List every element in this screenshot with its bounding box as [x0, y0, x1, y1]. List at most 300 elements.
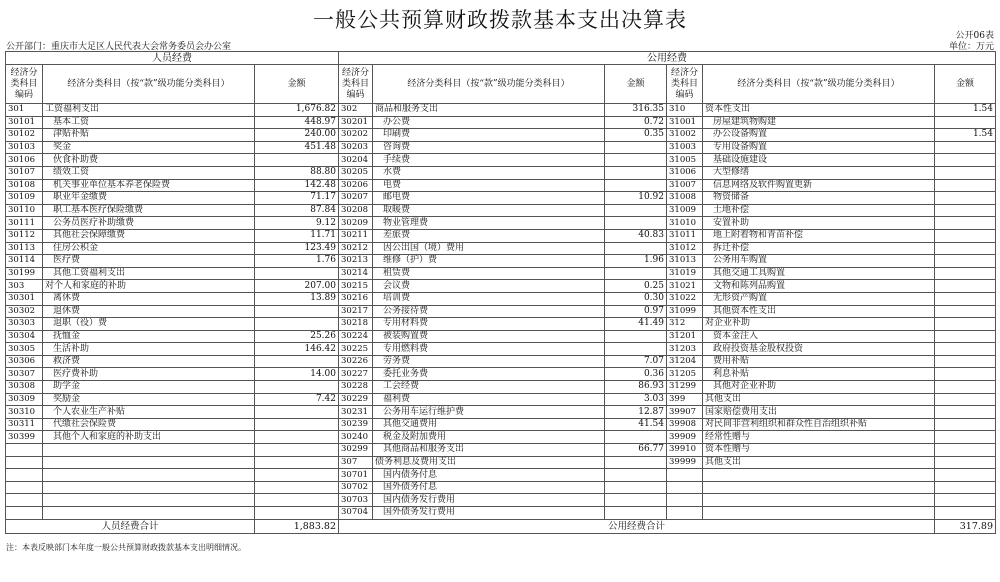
- amount-cell: [935, 444, 996, 457]
- amount-cell: 9.12: [255, 217, 339, 230]
- amount-cell: [255, 469, 339, 482]
- code-cell: 30701: [339, 469, 373, 482]
- amount-cell: [935, 280, 996, 293]
- name-cell: 对民间非营利组织和群众性自治组织补贴: [703, 418, 935, 431]
- table-row: [6, 255, 996, 268]
- name-cell: 资本性赠与: [703, 444, 935, 457]
- code-cell: 30240: [339, 431, 373, 444]
- name-cell: 其他交通工具购置: [703, 267, 935, 280]
- code-cell: 31022: [667, 292, 703, 305]
- name-cell: 电费: [373, 179, 605, 192]
- amount-cell: [935, 192, 996, 205]
- name-cell: 基础设施建设: [703, 154, 935, 167]
- name-cell: 咨询费: [373, 141, 605, 154]
- amount-cell: 13.89: [255, 292, 339, 305]
- amount-cell: 0.35: [605, 129, 667, 142]
- amount-cell: 316.35: [605, 104, 667, 117]
- name-cell: 印刷费: [373, 129, 605, 142]
- table-row: [6, 217, 996, 230]
- name-cell: 公务用车运行维护费: [373, 406, 605, 419]
- code-cell: 30231: [339, 406, 373, 419]
- code-cell: 30101: [6, 116, 43, 129]
- code-cell: 30224: [339, 330, 373, 343]
- amount-cell: 0.36: [605, 368, 667, 381]
- name-cell: 住房公积金: [43, 242, 255, 255]
- amount-cell: [605, 456, 667, 469]
- header-code: 经济分类科目编码: [6, 65, 43, 104]
- code-cell: 30213: [339, 255, 373, 268]
- table-row: [6, 494, 996, 507]
- amount-cell: [935, 305, 996, 318]
- header-name: 经济分类科目（按“款”级功能分类科目）: [373, 65, 605, 104]
- amount-cell: [605, 469, 667, 482]
- code-cell: 31205: [667, 368, 703, 381]
- name-cell: 其他个人和家庭的补助支出: [43, 431, 255, 444]
- name-cell: 政府投资基金股权投资: [703, 343, 935, 356]
- amount-cell: [935, 469, 996, 482]
- code-cell: 31007: [667, 179, 703, 192]
- amount-cell: [605, 141, 667, 154]
- code-cell: 30703: [339, 494, 373, 507]
- name-cell: 会议费: [373, 280, 605, 293]
- code-cell: 30307: [6, 368, 43, 381]
- code-cell: [667, 469, 703, 482]
- amount-cell: [605, 267, 667, 280]
- table-row: [6, 267, 996, 280]
- amount-cell: 448.97: [255, 116, 339, 129]
- name-cell: 办公费: [373, 116, 605, 129]
- amount-cell: [935, 355, 996, 368]
- amount-cell: 146.42: [255, 343, 339, 356]
- amount-cell: [605, 330, 667, 343]
- header-amount: 金额: [605, 65, 667, 104]
- code-cell: 30107: [6, 166, 43, 179]
- name-cell: 伙食补助费: [43, 154, 255, 167]
- amount-cell: 0.25: [605, 280, 667, 293]
- amount-cell: [605, 204, 667, 217]
- name-cell: 国家赔偿费用支出: [703, 406, 935, 419]
- amount-cell: [935, 166, 996, 179]
- name-cell: [43, 494, 255, 507]
- name-cell: 手续费: [373, 154, 605, 167]
- code-cell: 30308: [6, 381, 43, 394]
- name-cell: 专用设备购置: [703, 141, 935, 154]
- code-cell: 30229: [339, 393, 373, 406]
- amount-cell: 207.00: [255, 280, 339, 293]
- code-cell: 30112: [6, 229, 43, 242]
- name-cell: [703, 507, 935, 520]
- amount-cell: [255, 456, 339, 469]
- code-cell: 30305: [6, 343, 43, 356]
- code-cell: 31299: [667, 381, 703, 394]
- name-cell: 专用燃料费: [373, 343, 605, 356]
- table-row: [6, 229, 996, 242]
- name-cell: 国外债务付息: [373, 481, 605, 494]
- amount-cell: 40.83: [605, 229, 667, 242]
- amount-cell: [255, 481, 339, 494]
- amount-cell: 1.54: [935, 104, 996, 117]
- amount-cell: 66.77: [605, 444, 667, 457]
- name-cell: [703, 469, 935, 482]
- table-row: [6, 280, 996, 293]
- amount-cell: [935, 418, 996, 431]
- amount-cell: [935, 141, 996, 154]
- amount-cell: 240.00: [255, 129, 339, 142]
- table-row: [6, 330, 996, 343]
- code-cell: 312: [667, 318, 703, 331]
- code-cell: [667, 481, 703, 494]
- table-row: [6, 292, 996, 305]
- name-cell: 公务接待费: [373, 305, 605, 318]
- name-cell: 委托业务费: [373, 368, 605, 381]
- name-cell: 被装购置费: [373, 330, 605, 343]
- name-cell: 其他工资福利支出: [43, 267, 255, 280]
- name-cell: [703, 481, 935, 494]
- amount-cell: [605, 166, 667, 179]
- name-cell: 职工基本医疗保险缴费: [43, 204, 255, 217]
- table-row: [6, 166, 996, 179]
- code-cell: 303: [6, 280, 43, 293]
- amount-cell: [255, 507, 339, 520]
- amount-cell: 1.54: [935, 129, 996, 142]
- code-cell: 399: [667, 393, 703, 406]
- code-cell: 30208: [339, 204, 373, 217]
- amount-cell: [605, 343, 667, 356]
- expenditure-table: [5, 51, 996, 534]
- name-cell: 信息网络及软件购置更新: [703, 179, 935, 192]
- name-cell: 因公出国（境）费用: [373, 242, 605, 255]
- table-row: [6, 381, 996, 394]
- code-cell: 30103: [6, 141, 43, 154]
- code-cell: 30108: [6, 179, 43, 192]
- amount-cell: [605, 179, 667, 192]
- code-cell: 30109: [6, 192, 43, 205]
- name-cell: [703, 494, 935, 507]
- code-cell: 30209: [339, 217, 373, 230]
- name-cell: 生活补助: [43, 343, 255, 356]
- name-cell: [43, 444, 255, 457]
- name-cell: 安置补助: [703, 217, 935, 230]
- code-cell: 31011: [667, 229, 703, 242]
- amount-cell: 41.54: [605, 418, 667, 431]
- code-cell: 30301: [6, 292, 43, 305]
- unit-label: 单位：万元: [948, 42, 994, 52]
- code-cell: 30309: [6, 393, 43, 406]
- name-cell: [43, 481, 255, 494]
- name-cell: 无形资产购置: [703, 292, 935, 305]
- table-row: [6, 469, 996, 482]
- table-row: [6, 444, 996, 457]
- name-cell: 文物和陈列品购置: [703, 280, 935, 293]
- amount-cell: 1.96: [605, 255, 667, 268]
- code-cell: 31006: [667, 166, 703, 179]
- code-cell: 30302: [6, 305, 43, 318]
- amount-cell: [605, 481, 667, 494]
- amount-cell: [935, 456, 996, 469]
- amount-cell: [255, 355, 339, 368]
- name-cell: 劳务费: [373, 355, 605, 368]
- code-cell: 31021: [667, 280, 703, 293]
- amount-cell: [935, 204, 996, 217]
- amount-cell: [935, 431, 996, 444]
- code-cell: 30310: [6, 406, 43, 419]
- name-cell: 大型修缮: [703, 166, 935, 179]
- amount-cell: [935, 179, 996, 192]
- code-cell: 31012: [667, 242, 703, 255]
- amount-cell: 14.00: [255, 368, 339, 381]
- amount-cell: 71.17: [255, 192, 339, 205]
- name-cell: 奖励金: [43, 393, 255, 406]
- amount-cell: 86.93: [605, 381, 667, 394]
- amount-cell: 142.48: [255, 179, 339, 192]
- code-cell: 30702: [339, 481, 373, 494]
- code-cell: 30214: [339, 267, 373, 280]
- header-name: 经济分类科目（按“款”级功能分类科目）: [703, 65, 935, 104]
- code-cell: 31019: [667, 267, 703, 280]
- code-cell: 30212: [339, 242, 373, 255]
- code-cell: 31203: [667, 343, 703, 356]
- name-cell: 维修（护）费: [373, 255, 605, 268]
- name-cell: 土地补偿: [703, 204, 935, 217]
- code-cell: 301: [6, 104, 43, 117]
- amount-cell: 10.92: [605, 192, 667, 205]
- table-row: [6, 418, 996, 431]
- name-cell: 培训费: [373, 292, 605, 305]
- name-cell: 助学金: [43, 381, 255, 394]
- name-cell: 物资储备: [703, 192, 935, 205]
- code-cell: 30399: [6, 431, 43, 444]
- name-cell: 绩效工资: [43, 166, 255, 179]
- code-cell: 30206: [339, 179, 373, 192]
- group-public: 公用经费: [339, 52, 996, 65]
- code-cell: 30227: [339, 368, 373, 381]
- amount-cell: [605, 217, 667, 230]
- name-cell: 工资福利支出: [43, 104, 255, 117]
- table-row: [6, 456, 996, 469]
- code-cell: 31204: [667, 355, 703, 368]
- table-row: [6, 242, 996, 255]
- name-cell: 基本工资: [43, 116, 255, 129]
- table-row: [6, 104, 996, 117]
- name-cell: 救济费: [43, 355, 255, 368]
- code-cell: [6, 481, 43, 494]
- amount-cell: 88.80: [255, 166, 339, 179]
- column-header-row: [6, 65, 996, 104]
- name-cell: 抚恤金: [43, 330, 255, 343]
- code-cell: 30218: [339, 318, 373, 331]
- code-cell: 30201: [339, 116, 373, 129]
- code-cell: 31001: [667, 116, 703, 129]
- code-cell: 31003: [667, 141, 703, 154]
- department-label: 公开部门：重庆市大足区人民代表大会常务委员会办公室: [6, 42, 232, 52]
- name-cell: 取暖费: [373, 204, 605, 217]
- name-cell: 奖金: [43, 141, 255, 154]
- code-cell: 30215: [339, 280, 373, 293]
- name-cell: 机关事业单位基本养老保险费: [43, 179, 255, 192]
- code-cell: 31201: [667, 330, 703, 343]
- name-cell: 其他对企业补助: [703, 381, 935, 394]
- table-body: [6, 104, 996, 520]
- code-cell: 30304: [6, 330, 43, 343]
- table-row: [6, 368, 996, 381]
- table-row: [6, 355, 996, 368]
- amount-cell: [605, 431, 667, 444]
- code-cell: 31010: [667, 217, 703, 230]
- amount-cell: 0.72: [605, 116, 667, 129]
- name-cell: 职业年金缴费: [43, 192, 255, 205]
- name-cell: 福利费: [373, 393, 605, 406]
- code-cell: 31099: [667, 305, 703, 318]
- code-cell: 30226: [339, 355, 373, 368]
- header-code: 经济分类科目编码: [339, 65, 373, 104]
- amount-cell: [935, 406, 996, 419]
- header-code: 经济分类科目编码: [667, 65, 703, 104]
- name-cell: 资本金注入: [703, 330, 935, 343]
- code-cell: [6, 444, 43, 457]
- name-cell: 租赁费: [373, 267, 605, 280]
- table-row: [6, 116, 996, 129]
- name-cell: 资本性支出: [703, 104, 935, 117]
- name-cell: 退职（役）费: [43, 318, 255, 331]
- name-cell: [43, 469, 255, 482]
- group-header-row: [6, 52, 996, 65]
- name-cell: 退休费: [43, 305, 255, 318]
- name-cell: 工会经费: [373, 381, 605, 394]
- code-cell: 30203: [339, 141, 373, 154]
- personnel-total-label: 人员经费合计: [6, 519, 255, 533]
- name-cell: 国内债务发行费用: [373, 494, 605, 507]
- amount-cell: [935, 393, 996, 406]
- name-cell: 经常性赠与: [703, 431, 935, 444]
- amount-cell: 11.71: [255, 229, 339, 242]
- amount-cell: [935, 242, 996, 255]
- code-cell: 310: [667, 104, 703, 117]
- header-amount: 金额: [935, 65, 996, 104]
- amount-cell: [935, 292, 996, 305]
- code-cell: 302: [339, 104, 373, 117]
- table-row: [6, 481, 996, 494]
- amount-cell: [935, 507, 996, 520]
- amount-cell: 41.49: [605, 318, 667, 331]
- group-personnel: 人员经费: [6, 52, 339, 65]
- code-cell: 39909: [667, 431, 703, 444]
- amount-cell: [935, 267, 996, 280]
- amount-cell: [255, 154, 339, 167]
- name-cell: 医疗费: [43, 255, 255, 268]
- amount-cell: 7.07: [605, 355, 667, 368]
- name-cell: 房屋建筑物购建: [703, 116, 935, 129]
- amount-cell: [255, 418, 339, 431]
- name-cell: 税金及附加费用: [373, 431, 605, 444]
- name-cell: 利息补贴: [703, 368, 935, 381]
- amount-cell: [935, 330, 996, 343]
- name-cell: 邮电费: [373, 192, 605, 205]
- amount-cell: [255, 381, 339, 394]
- table-row: [6, 179, 996, 192]
- amount-cell: [255, 305, 339, 318]
- table-row: [6, 154, 996, 167]
- amount-cell: [605, 494, 667, 507]
- code-cell: 30204: [339, 154, 373, 167]
- name-cell: 代缴社会保险费: [43, 418, 255, 431]
- amount-cell: [935, 494, 996, 507]
- amount-cell: [255, 444, 339, 457]
- header-name: 经济分类科目（按“款”级功能分类科目）: [43, 65, 255, 104]
- amount-cell: [605, 242, 667, 255]
- name-cell: 其他支出: [703, 393, 935, 406]
- code-cell: 30207: [339, 192, 373, 205]
- code-cell: 30216: [339, 292, 373, 305]
- name-cell: 差旅费: [373, 229, 605, 242]
- amount-cell: 451.48: [255, 141, 339, 154]
- name-cell: 专用材料费: [373, 318, 605, 331]
- name-cell: 国外债务发行费用: [373, 507, 605, 520]
- amount-cell: 1.76: [255, 255, 339, 268]
- name-cell: 医疗费补助: [43, 368, 255, 381]
- table-row: [6, 141, 996, 154]
- public-total-label: 公用经费合计: [339, 519, 935, 533]
- name-cell: 其他社会保障缴费: [43, 229, 255, 242]
- name-cell: 商品和服务支出: [373, 104, 605, 117]
- name-cell: 费用补贴: [703, 355, 935, 368]
- meta-row: [6, 39, 994, 50]
- code-cell: 30704: [339, 507, 373, 520]
- name-cell: 债务利息及费用支出: [373, 456, 605, 469]
- code-cell: 30102: [6, 129, 43, 142]
- amount-cell: [935, 229, 996, 242]
- name-cell: 离休费: [43, 292, 255, 305]
- report-title: 一般公共预算财政拨款基本支出决算表: [313, 8, 687, 32]
- name-cell: 其他资本性支出: [703, 305, 935, 318]
- amount-cell: [255, 267, 339, 280]
- code-cell: 30211: [339, 229, 373, 242]
- code-cell: 39910: [667, 444, 703, 457]
- code-cell: 30205: [339, 166, 373, 179]
- amount-cell: [935, 481, 996, 494]
- code-cell: 30202: [339, 129, 373, 142]
- code-cell: 31009: [667, 204, 703, 217]
- code-cell: 39999: [667, 456, 703, 469]
- amount-cell: [935, 154, 996, 167]
- code-cell: 30228: [339, 381, 373, 394]
- header-amount: 金额: [255, 65, 339, 104]
- table-row: [6, 305, 996, 318]
- code-cell: 30106: [6, 154, 43, 167]
- amount-cell: [255, 406, 339, 419]
- table-row: [6, 204, 996, 217]
- name-cell: 津贴补贴: [43, 129, 255, 142]
- amount-cell: 123.49: [255, 242, 339, 255]
- name-cell: 拆迁补偿: [703, 242, 935, 255]
- table-row: [6, 431, 996, 444]
- code-cell: 30217: [339, 305, 373, 318]
- code-cell: 30306: [6, 355, 43, 368]
- form-number: 公开06表: [955, 31, 994, 41]
- amount-cell: [605, 507, 667, 520]
- amount-cell: 3.03: [605, 393, 667, 406]
- amount-cell: [935, 368, 996, 381]
- table-row: [6, 129, 996, 142]
- code-cell: [667, 494, 703, 507]
- code-cell: 31002: [667, 129, 703, 142]
- totals-row: [6, 519, 996, 533]
- table-row: [6, 343, 996, 356]
- code-cell: 307: [339, 456, 373, 469]
- personnel-total-amount: 1,883.82: [255, 519, 339, 533]
- code-cell: [667, 507, 703, 520]
- code-cell: 31013: [667, 255, 703, 268]
- name-cell: 其他商品和服务支出: [373, 444, 605, 457]
